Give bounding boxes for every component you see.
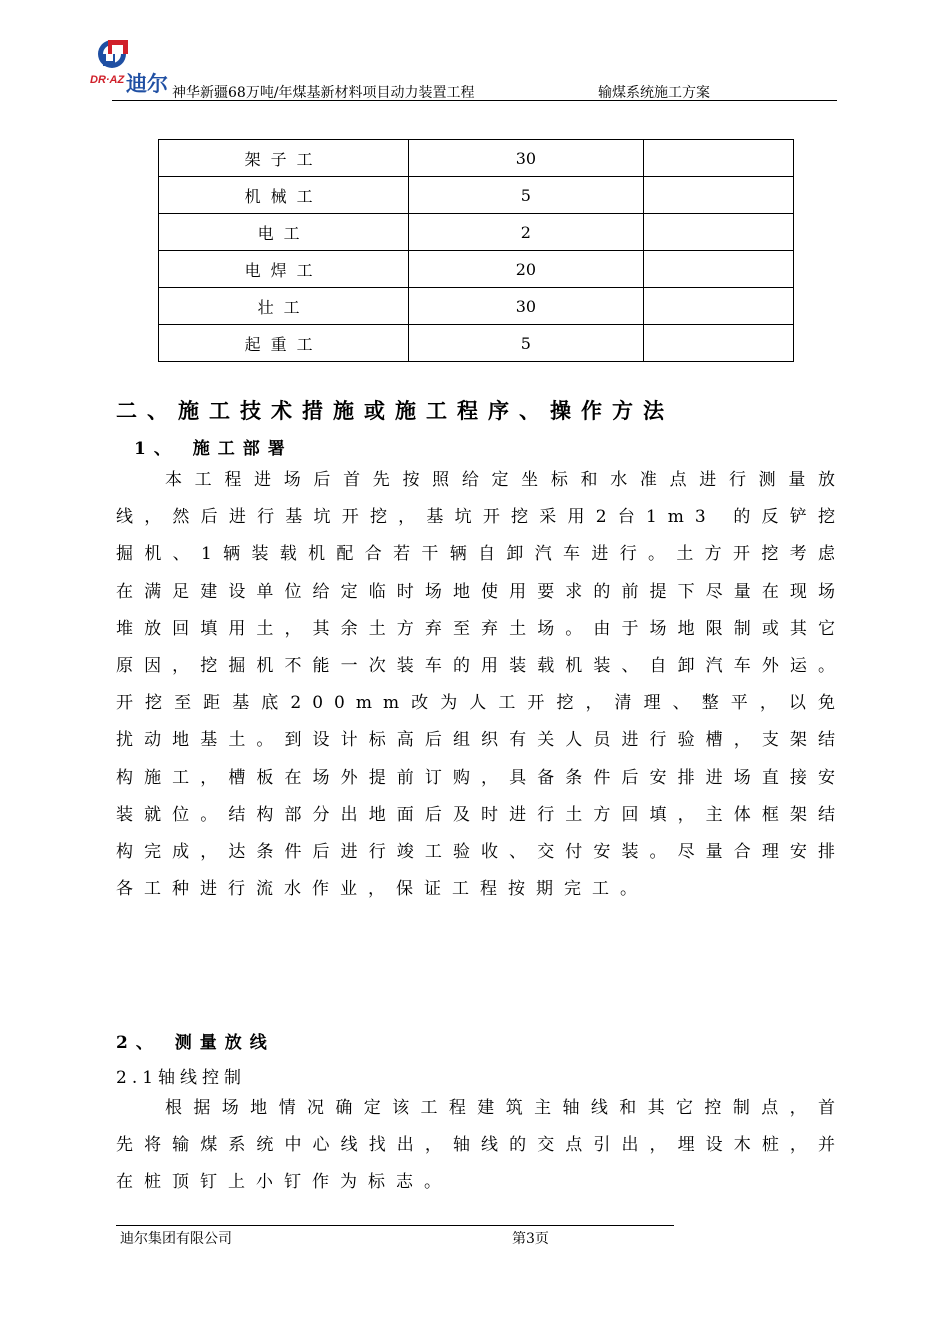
table-row [159, 140, 794, 177]
note-cell [643, 288, 794, 325]
trade-cell: 电焊工 [159, 251, 409, 288]
subsubsection-heading-axis: 2.1轴线控制 [116, 1068, 247, 1088]
note-cell [643, 251, 794, 288]
table-row [159, 177, 794, 214]
trade-cell: 起重工 [159, 325, 409, 362]
subsection-heading-survey: 2、 测量放线 [116, 1033, 275, 1053]
count-cell: 30 [409, 288, 643, 325]
table-row [159, 325, 794, 362]
header-divider [112, 100, 837, 101]
footer-divider [116, 1225, 674, 1226]
count-cell: 2 [409, 214, 643, 251]
trade-cell: 电工 [159, 214, 409, 251]
note-cell [643, 325, 794, 362]
header-project-title: 神华新疆68万吨/年煤基新材料项目动力装置工程 [172, 85, 475, 101]
page-number: 第3页 [512, 1231, 549, 1247]
count-cell: 30 [409, 140, 643, 177]
company-logo [90, 38, 180, 94]
note-cell [643, 214, 794, 251]
trade-cell: 架子工 [159, 140, 409, 177]
footer-company: 迪尔集团有限公司 [120, 1231, 232, 1247]
count-cell: 20 [409, 251, 643, 288]
table-row [159, 214, 794, 251]
note-cell [643, 140, 794, 177]
table-row [159, 288, 794, 325]
logo-cn-text: 迪尔 [126, 72, 168, 96]
staff-table [158, 139, 794, 362]
header-section-title: 输煤系统施工方案 [598, 85, 710, 101]
paragraph-axis-control: 根据场地情况确定该工程建筑主轴线和其它控制点，首先将输煤系统中心线找出，轴线的交点引出，埋设木桩，并在桩顶钉上小钉作为标志。 [116, 1098, 846, 1193]
table-row [159, 251, 794, 288]
logo-text: DR·AZ [90, 74, 125, 86]
paragraph-deployment: 本工程进场后首先按照给定坐标和水准点进行测量放线，然后进行基坑开挖，基坑开挖采用2台1m3 的反铲挖掘机、1辆装载机配合若干辆自卸汽车进行。土方开挖考虑在满足建设单位给定临时场地使用要求的前提下尽量在现场堆放回填用土，其余土方弃至弃土场。由于场地限制或其它原因，挖掘机不能一次装车的用装载机装、自卸汽车外运。开挖至距基底200mm改为人工开挖，清理、整平，以免扰动地基土。到设计标高后组织有关人员进行验槽，支架结构施工，槽板在场外提前订购，具备条件后安排进场直接安装就位。结构部分出地面后及时进行土方回填，主体框架结构完成，达条件后进行竣工验收、交付安装。尽量合理安排各工种进行流水作业，保证工程按期完工。 [116, 470, 846, 900]
trade-cell: 机械工 [159, 177, 409, 214]
section-heading: 二、施工技术措施或施工程序、操作方法 [116, 398, 674, 423]
count-cell: 5 [409, 177, 643, 214]
subsection-heading-deployment: 1、 施工部署 [134, 439, 293, 459]
trade-cell: 壮工 [159, 288, 409, 325]
count-cell: 5 [409, 325, 643, 362]
note-cell [643, 177, 794, 214]
